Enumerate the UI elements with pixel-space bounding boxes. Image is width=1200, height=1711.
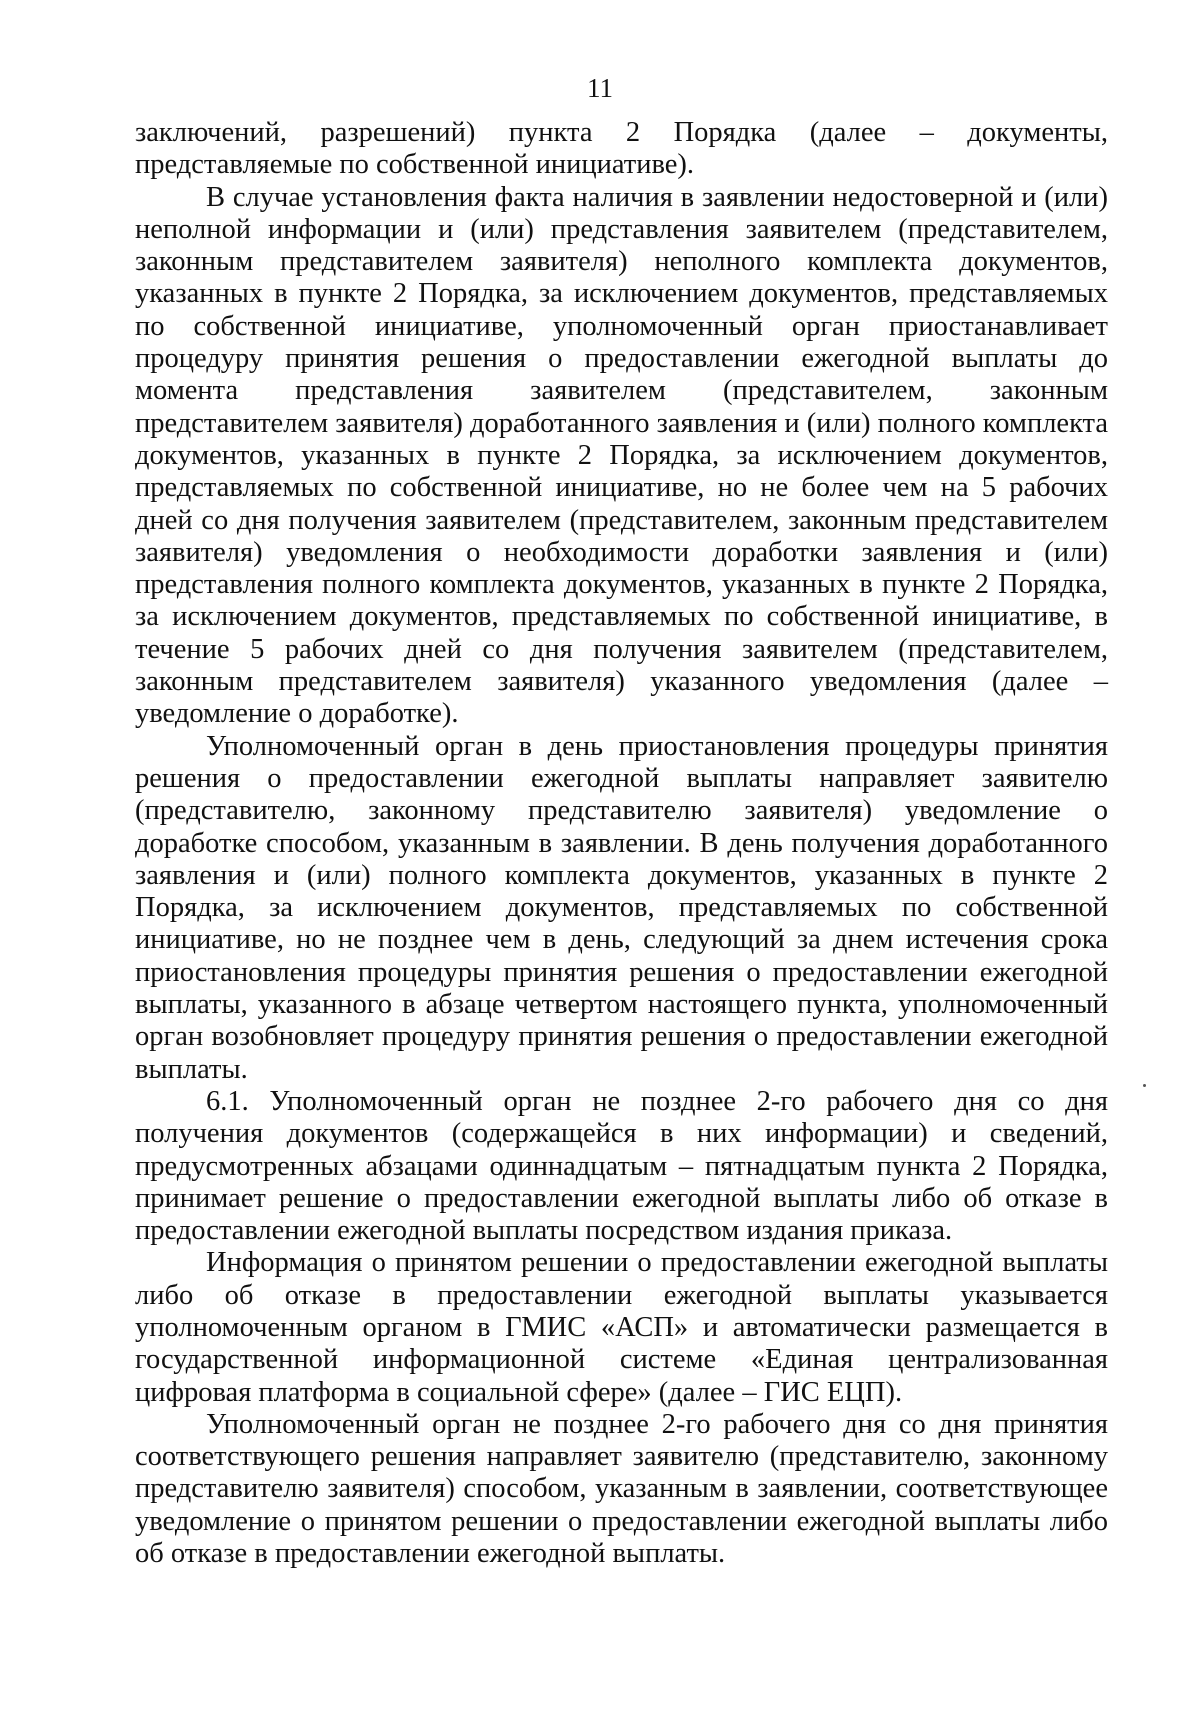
paragraph-notification: Уполномоченный орган в день приостановления процедуры принятия решения о предоставлении ежегодной выплаты направляет заявителю (представителю, законному представителю заявителя) уведомление о доработке способом, указанным в заявлении. В день получения доработанного заявления и (или) полного комплекта документов, указанных в пункте 2 Порядка, за исключением документов, представляемых по собственной инициативе, но не позднее чем в день, следующий за днем истечения срока приостановления процедуры принятия решения о предоставлении ежегодной выплаты, указанного в абзаце четвертом настоящего пункта, уполномоченный орган возобновляет процедуру принятия решения о предоставлении ежегодной выплаты. (135, 730, 1108, 1085)
scan-speck (1143, 1084, 1146, 1087)
page-number: 11 (587, 73, 613, 103)
paragraph-suspension: В случае установления факта наличия в заявлении недостоверной и (или) неполной информации и (или) представления заявителем (представителем, законным представителем заявителя) неполного комплекта документов, указанных в пункте 2 Порядка, за исключением документов, представляемых по собственной инициативе, уполномоченный орган приостанавливает процедуру принятия решения о предоставлении ежегодной выплаты до момента представления заявителем (представителем, законным представителем заявителя) доработанного заявления и (или) полного комплекта документов, указанных в пункте 2 Порядка, за исключением документов, представляемых по собственной инициативе, но не более чем на 5 рабочих дней со дня получения заявителем (представителем, законным представителем заявителя) уведомления о необходимости доработки заявления и (или) представления полного комплекта документов, указанных в пункте 2 Порядка, за исключением документов, представляемых по собственной инициативе, в течение 5 рабочих дней со дня получения заявителем (представителем, законным представителем заявителя) указанного уведомления (далее – уведомление о доработке). (135, 181, 1108, 730)
paragraph-continuation: заключений, разрешений) пункта 2 Порядка (далее – документы, представляемые по собственной инициативе). (135, 117, 1108, 181)
paragraph-gis-info: Информация о принятом решении о предоставлении ежегодной выплаты либо об отказе в предоставлении ежегодной выплаты указывается уполномоченным органом в ГМИС «АСП» и автоматически размещается в государственной информационной системе «Единая централизованная цифровая платформа в социальной сфере» (далее – ГИС ЕЦП). (135, 1247, 1108, 1408)
paragraph-decision-notice: Уполномоченный орган не позднее 2-го рабочего дня со дня принятия соответствующего решения направляет заявителю (представителю, законному представителю заявителя) способом, указанным в заявлении, соответствующее уведомление о принятом решении о предоставлении ежегодной выплаты либо об отказе в предоставлении ежегодной выплаты. (135, 1408, 1108, 1570)
paragraph-6-1: 6.1. Уполномоченный орган не позднее 2-го рабочего дня со дня получения документов (содержащейся в них информации) и сведений, предусмотренных абзацами одиннадцатым – пятнадцатым пункта 2 Порядка, принимает решение о предоставлении ежегодной выплаты либо об отказе в предоставлении ежегодной выплаты посредством издания приказа. (135, 1085, 1108, 1247)
document-body (135, 117, 1108, 1570)
